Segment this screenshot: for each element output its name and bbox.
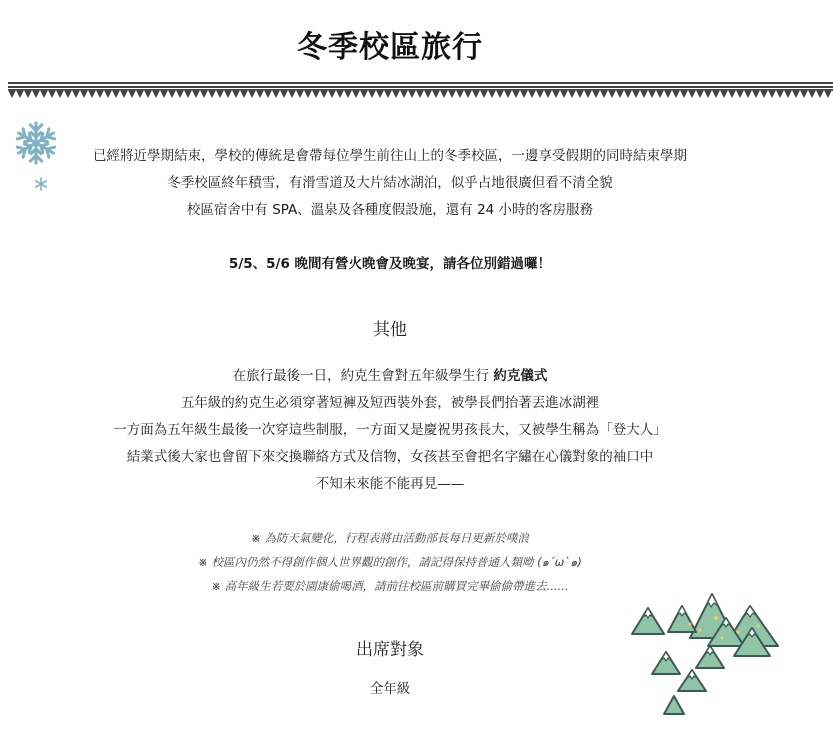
note-item: ※ 高年級生若要於園康偷喝酒，請前往校區前購買完畢偷偷帶進去...... bbox=[211, 579, 569, 593]
intro-line: 已經將近學期結束，學校的傳統是會帶每位學生前往山上的冬季校區，一邊享受假期的同時結束學期 bbox=[93, 148, 687, 164]
event-notice bbox=[0, 251, 780, 278]
note-item: ※ 校區內仍然不得創作個人世界觀的創作，請記得保持普通人類呦 (๑´ω`๑) bbox=[198, 555, 582, 569]
other-line: 結業式後大家也會留下來交換聯絡方式及信物，女孩甚至會把名字繡在心儀對象的袖口中 bbox=[126, 449, 654, 465]
zigzag-divider bbox=[8, 82, 833, 104]
intro-paragraph bbox=[0, 143, 780, 224]
other-line: 一方面為五年級生最後一次穿這些制服，一方面又是慶祝男孩長大，又被學生稱為「登大人」 bbox=[113, 422, 667, 438]
mountains-illustration bbox=[630, 586, 780, 716]
other-line-prefix: 在旅行最後一日，約克生會對五年級學生行 bbox=[232, 368, 494, 384]
other-line: 不知未來能不能再見—— bbox=[315, 476, 465, 492]
intro-line: 校區宿舍中有 SPA、溫泉及各種度假設施，還有 24 小時的客房服務 bbox=[186, 202, 594, 218]
attendance-value: 全年級 bbox=[369, 681, 411, 697]
other-line bbox=[0, 363, 780, 390]
note-item: ※ 為防天氣變化，行程表將由活動部長每日更新於噗浪 bbox=[251, 531, 529, 545]
page-title: 冬季校區旅行 bbox=[297, 30, 483, 65]
notice-text: 5/5、5/6 晚間有營火晚會及晚宴，請各位別錯過囉！ bbox=[228, 256, 552, 272]
intro-line: 冬季校區終年積雪，有滑雪道及大片結冰湖泊，似乎占地很廣但看不清全貌 bbox=[167, 175, 613, 191]
other-paragraph bbox=[0, 363, 780, 498]
section-heading-other: 其他 bbox=[373, 320, 407, 340]
ceremony-name: 約克儀式 bbox=[493, 368, 548, 384]
other-line: 五年級的約克生必須穿著短褲及短西裝外套，被學長們抬著丟進冰湖裡 bbox=[180, 395, 600, 411]
section-heading-attendance: 出席對象 bbox=[356, 640, 424, 660]
